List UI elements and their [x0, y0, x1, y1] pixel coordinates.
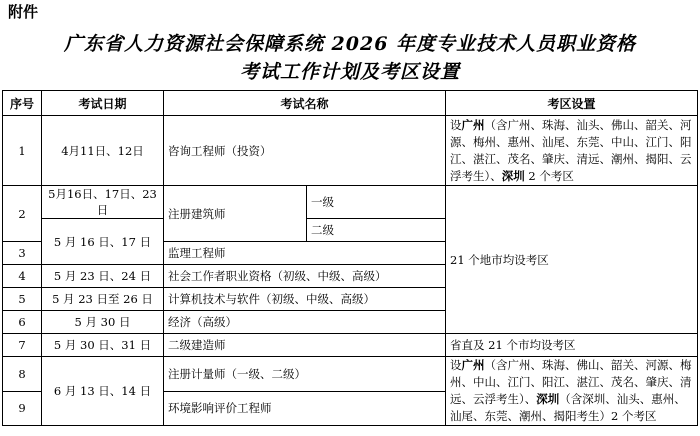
row6-seq: 6	[3, 311, 42, 334]
table-row	[3, 357, 698, 392]
header-region: 考区设置	[446, 91, 698, 116]
region8-shenzhen: 深圳	[536, 392, 560, 406]
row3-name: 监理工程师	[164, 242, 446, 265]
header-date: 考试日期	[42, 91, 164, 116]
row4-seq: 4	[3, 265, 42, 288]
document-title-line1: 广东省人力资源社会保障系统 2026 年度专业技术人员职业资格	[63, 33, 637, 55]
region1-prefix: 设	[450, 117, 462, 132]
row7-name: 二级建造师	[164, 334, 446, 357]
row3-seq: 3	[3, 242, 42, 265]
region-cell-row7: 省直及 21 个市均设考区	[446, 334, 698, 357]
row6-date: 5 月 30 日	[42, 311, 164, 334]
row2-level2: 二级	[307, 219, 446, 242]
row1-seq: 1	[3, 116, 42, 186]
table-row	[3, 186, 698, 219]
table-row	[3, 116, 698, 186]
region1-shenzhen: 深圳	[501, 168, 525, 183]
table-header-row	[3, 91, 698, 116]
row8-name: 注册计量师（一级、二级）	[164, 357, 446, 392]
header-name: 考试名称	[164, 91, 446, 116]
row4-name: 社会工作者职业资格（初级、中级、高级）	[164, 265, 446, 288]
row8-date: 6 月 13 日、14 日	[42, 357, 164, 426]
row1-name: 咨询工程师（投资）	[164, 116, 446, 186]
row3-date: 5 月 16 日、17 日	[42, 219, 164, 265]
row2-name: 注册建筑师	[164, 186, 307, 242]
row2-seq: 2	[3, 186, 42, 242]
region8-guangzhou: 广州	[461, 358, 485, 372]
row6-name: 经济（高级）	[164, 311, 446, 334]
header-seq: 序号	[3, 91, 42, 116]
row9-seq: 9	[3, 391, 42, 426]
region8-shenzhen-list: （含深圳、汕头、惠州、汕尾、东莞、潮州、揭阳考生）2 个考区	[450, 392, 686, 423]
row5-seq: 5	[3, 288, 42, 311]
region-cell-shared: 21 个地市均设考区	[446, 186, 698, 334]
table-row	[3, 334, 698, 357]
row9-name: 环境影响评价工程师	[164, 391, 446, 426]
region8-guangzhou-list: （含广州、珠海、佛山、韶关、河源、梅州、中山、江门、阳江、湛江、茂名、肇庆、清远、云浮考生）、	[450, 358, 692, 406]
row7-seq: 7	[3, 334, 42, 357]
row5-date: 5 月 23 日至 26 日	[42, 288, 164, 311]
row2-level1: 一级	[307, 186, 446, 219]
row2-date: 5月16日、17日、23日	[42, 186, 164, 219]
region8-prefix: 设	[450, 358, 462, 372]
document-title-line2: 考试工作计划及考区设置	[239, 61, 460, 83]
attachment-label: 附件	[8, 3, 39, 21]
row7-date: 5 月 30 日、31 日	[42, 334, 164, 357]
row5-name: 计算机技术与软件（初级、中级、高级）	[164, 288, 446, 311]
row8-seq: 8	[3, 357, 42, 392]
row4-date: 5 月 23 日、24 日	[42, 265, 164, 288]
exam-schedule-table	[2, 90, 698, 426]
region1-suffix: 2 个考区	[524, 168, 574, 183]
region1-guangzhou-list: （含广州、珠海、汕头、佛山、韶关、河源、梅州、惠州、汕尾、东莞、中山、江门、阳江、湛江、茂名、肇庆、清远、潮州、揭阳、云浮考生）、	[450, 117, 692, 183]
row1-date: 4月11日、12日	[42, 116, 164, 186]
region-cell-row8	[446, 357, 698, 426]
region1-guangzhou: 广州	[461, 117, 485, 132]
region-cell-row1	[446, 116, 698, 186]
